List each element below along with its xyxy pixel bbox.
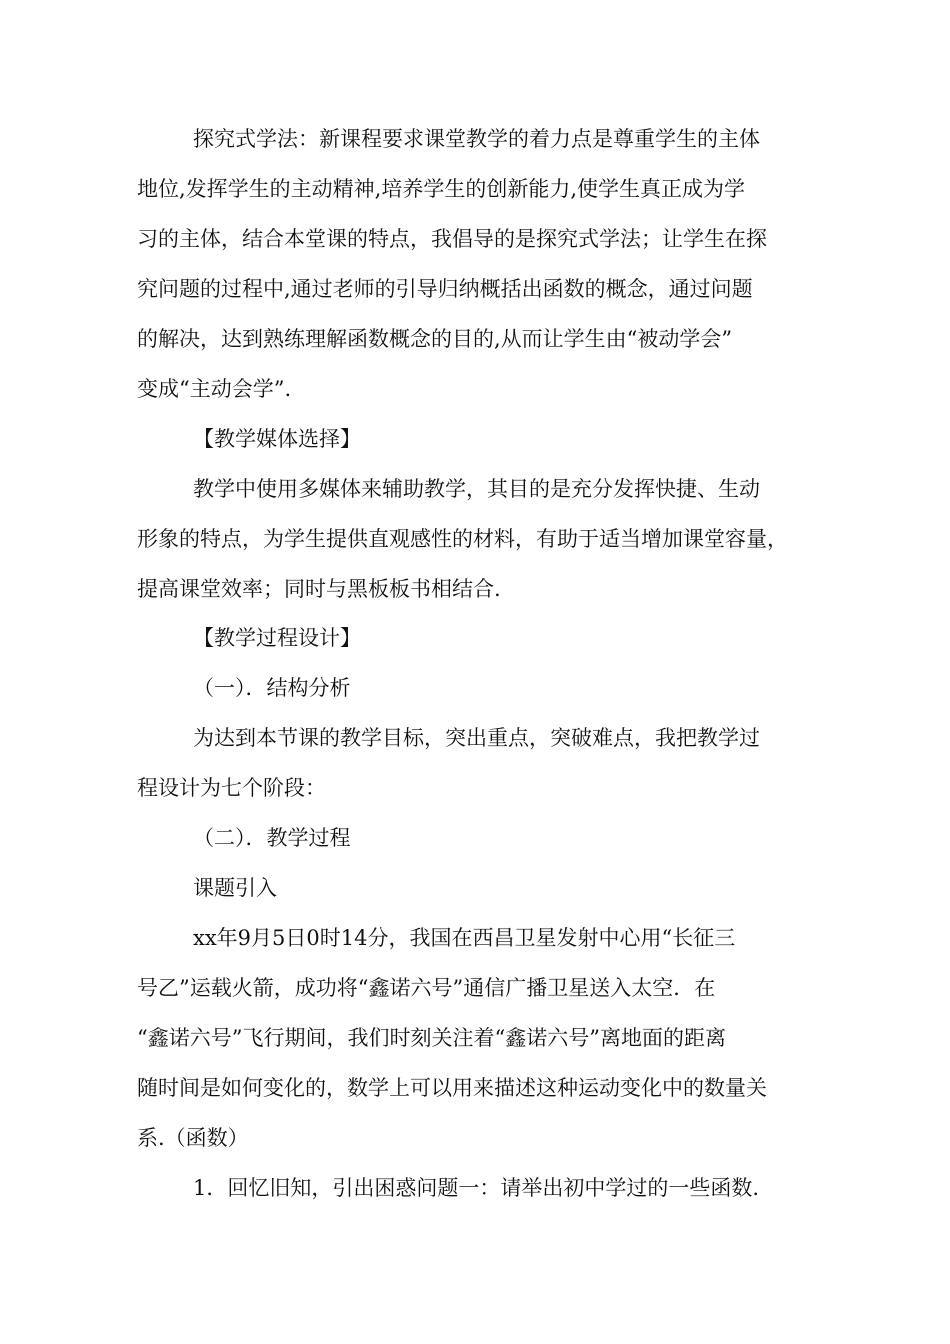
subheading-topic-introduction: 课题引入 — [193, 876, 277, 900]
heading-process-design: 【教学过程设计】 — [193, 626, 361, 650]
paragraph-satellite-line-4: 随时间是如何变化的，数学上可以用来描述这种运动变化中的数量关 — [137, 1076, 767, 1100]
paragraph-satellite-line-2: 号乙”运载火箭，成功将“鑫诺六号”通信广播卫星送入太空．在 — [137, 976, 716, 1000]
subheading-structure-analysis: （一）．结构分析 — [193, 676, 351, 700]
subheading-teaching-process: （二）．教学过程 — [193, 826, 351, 850]
paragraph-media-line-3: 提高课堂效率；同时与黑板板书相结合. — [137, 577, 501, 601]
paragraph-structure-line-2: 程设计为七个阶段： — [137, 776, 326, 800]
paragraph-learning-method-line-5: 的解决，达到熟练理解函数概念的目的,从而让学生由“被动学会” — [137, 327, 733, 351]
paragraph-satellite-line-1: xx年9月5日0时14分，我国在西昌卫星发射中心用“长征三 — [193, 926, 736, 950]
paragraph-satellite-line-5: 系.（函数） — [137, 1126, 249, 1150]
paragraph-learning-method-line-2: 地位,发挥学生的主动精神,培养学生的创新能力,使学生真正成为学 — [137, 177, 746, 201]
paragraph-learning-method-line-3: 习的主体，结合本堂课的特点，我倡导的是探究式学法；让学生在探 — [137, 227, 767, 251]
paragraph-media-line-1: 教学中使用多媒体来辅助教学，其目的是充分发挥快捷、生动 — [193, 477, 760, 501]
paragraph-learning-method-line-1: 探究式学法：新课程要求课堂教学的着力点是尊重学生的主体 — [193, 127, 760, 151]
paragraph-learning-method-line-4: 究问题的过程中,通过老师的引导归纳概括出函数的概念，通过问题 — [137, 277, 753, 301]
paragraph-satellite-line-3: “鑫诺六号”飞行期间，我们时刻关注着“鑫诺六号”离地面的距离 — [137, 1026, 726, 1050]
paragraph-media-line-2: 形象的特点，为学生提供直观感性的材料，有助于适当增加课堂容量， — [137, 527, 788, 551]
paragraph-structure-line-1: 为达到本节课的教学目标，突出重点，突破难点，我把教学过 — [193, 726, 760, 750]
list-item-recall-knowledge: 1．回忆旧知，引出困惑问题一：请举出初中学过的一些函数. — [193, 1176, 760, 1200]
heading-media-selection: 【教学媒体选择】 — [193, 427, 361, 451]
paragraph-learning-method-line-6: 变成“主动会学”. — [137, 377, 292, 401]
